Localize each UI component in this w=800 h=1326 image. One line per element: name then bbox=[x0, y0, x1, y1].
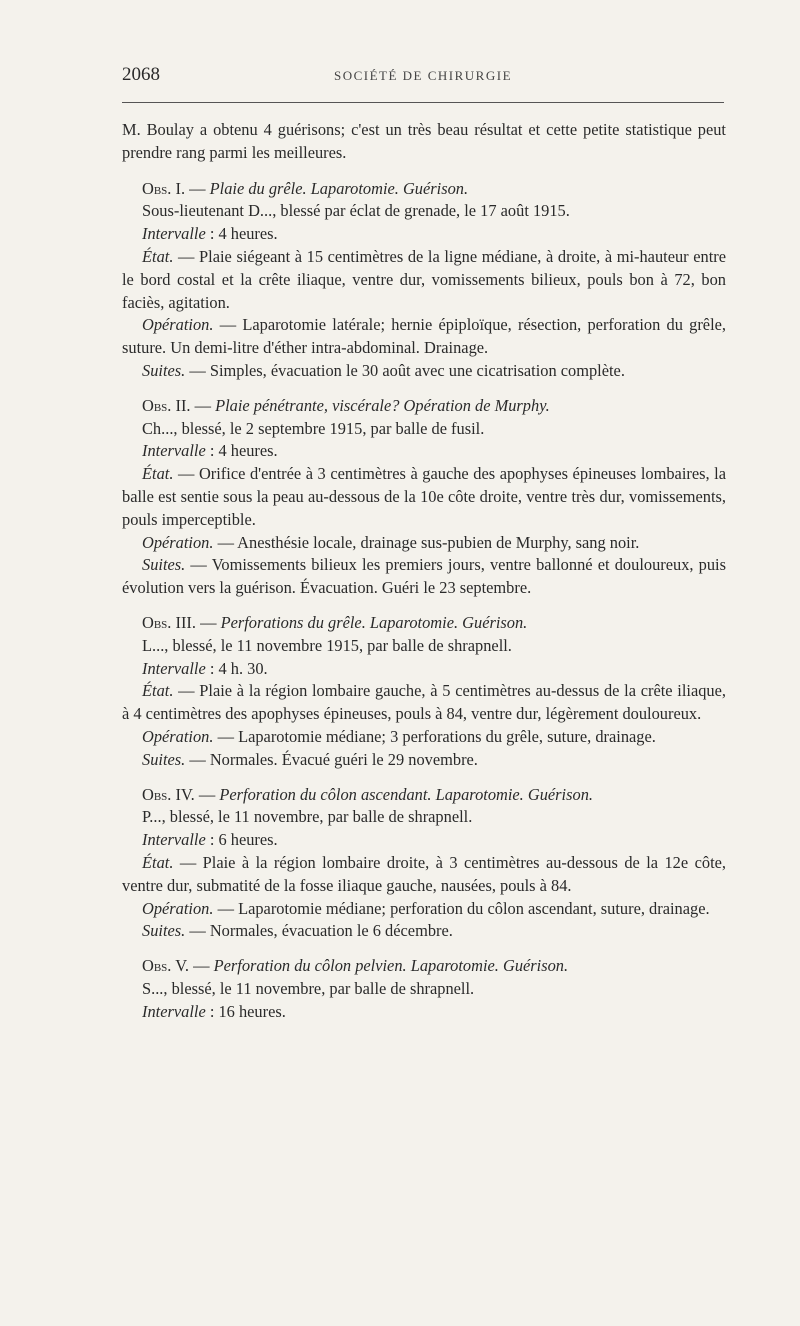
operation-text: — Laparotomie médiane; perforation du côlon ascendant, suture, drainage. bbox=[213, 898, 710, 918]
interval-label: Intervalle bbox=[142, 1001, 206, 1021]
interval-line bbox=[122, 223, 726, 246]
title-dash: — bbox=[194, 784, 220, 804]
title-dash: — bbox=[190, 395, 216, 415]
interval-line bbox=[122, 440, 726, 463]
suites-label: Suites. bbox=[142, 555, 186, 575]
operation-paragraph bbox=[122, 314, 726, 360]
etat-paragraph bbox=[122, 852, 726, 898]
etat-text: — Plaie à la région lombaire gauche, à 5 centimètres au-dessus de la crête iliaque, à 4 centimètres des apophyses épineuses, pouls à 84, ventre dur, légèrement douloureux. bbox=[122, 681, 726, 724]
suites-paragraph bbox=[122, 360, 726, 383]
patient-line: L..., blessé, le 11 novembre 1915, par balle de shrapnell. bbox=[142, 635, 512, 655]
observation-label: Obs. IV. bbox=[142, 784, 195, 804]
observation-title bbox=[122, 612, 726, 635]
interval-value: : 16 heures. bbox=[205, 1001, 286, 1021]
etat-label: État. bbox=[142, 681, 174, 701]
suites-label: Suites. bbox=[142, 921, 186, 941]
interval-value: : 4 heures. bbox=[205, 441, 278, 461]
interval-label: Intervalle bbox=[142, 658, 206, 678]
suites-label: Suites. bbox=[142, 749, 186, 769]
observation-1 bbox=[122, 178, 726, 383]
observation-title bbox=[122, 178, 726, 201]
interval-line bbox=[122, 1001, 726, 1024]
operation-label: Opération. bbox=[142, 532, 214, 552]
suites-paragraph bbox=[122, 920, 726, 943]
etat-text: — Plaie à la région lombaire droite, à 3 centimètres au-dessous de la 12e côte, ventre dur, submatité de la fosse iliaque gauche, nausées, pouls à 84. bbox=[122, 852, 726, 895]
patient-line: Ch..., blessé, le 2 septembre 1915, par balle de fusil. bbox=[142, 418, 485, 438]
operation-label: Opération. bbox=[142, 726, 214, 746]
page-number: 2068 bbox=[122, 64, 160, 85]
observation-5 bbox=[122, 955, 726, 1023]
observation-title bbox=[122, 955, 726, 978]
etat-label: État. bbox=[142, 852, 174, 872]
suites-text: — Simples, évacuation le 30 août avec une cicatrisation complète. bbox=[185, 360, 625, 380]
interval-value: : 4 h. 30. bbox=[205, 658, 268, 678]
title-dash: — bbox=[195, 612, 221, 632]
intro-paragraph: M. Boulay a obtenu 4 guérisons; c'est un très beau résultat et cette petite statistique peut prendre rang parmi les meilleures. bbox=[122, 120, 726, 162]
page-header bbox=[122, 64, 724, 92]
interval-value: : 6 heures. bbox=[205, 830, 278, 850]
interval-label: Intervalle bbox=[142, 441, 206, 461]
suites-paragraph bbox=[122, 554, 726, 600]
operation-paragraph bbox=[122, 726, 726, 749]
operation-label: Opération. bbox=[142, 315, 214, 335]
etat-label: État. bbox=[142, 246, 174, 266]
observation-4 bbox=[122, 784, 726, 944]
running-title: SOCIÉTÉ DE CHIRURGIE bbox=[333, 68, 513, 83]
etat-paragraph bbox=[122, 680, 726, 726]
operation-text: — Laparotomie médiane; 3 perforations du grêle, suture, drainage. bbox=[213, 726, 656, 746]
observation-label: Obs. I. bbox=[142, 178, 186, 198]
operation-text: — Laparotomie latérale; hernie épiploïque, résection, perforation du grêle, suture. Un demi-litre d'éther intra-abdominal. Drainage. bbox=[122, 315, 726, 358]
interval-line bbox=[122, 829, 726, 852]
suites-text: — Normales. Évacué guéri le 29 novembre. bbox=[185, 749, 478, 769]
etat-text: — Orifice d'entrée à 3 centimètres à gauche des apophyses épineuses lombaires, la balle est sentie sous la peau au-dessous de la 10e côte droite, ventre très dur, vomissements, pouls imperceptible. bbox=[122, 464, 726, 529]
etat-paragraph bbox=[122, 246, 726, 314]
etat-label: État. bbox=[142, 464, 174, 484]
observation-label: Obs. II. bbox=[142, 395, 191, 415]
suites-text: — Vomissements bilieux les premiers jours, ventre ballonné et douloureux, puis évolution vers la guérison. Évacuation. Guéri le 23 septembre. bbox=[122, 555, 726, 598]
operation-paragraph bbox=[122, 898, 726, 921]
observation-3 bbox=[122, 612, 726, 772]
suites-paragraph bbox=[122, 749, 726, 772]
interval-value: : 4 heures. bbox=[205, 224, 278, 244]
observation-heading: Perforation du côlon ascendant. Laparotomie. Guérison. bbox=[219, 784, 593, 804]
operation-label: Opération. bbox=[142, 898, 214, 918]
title-dash: — bbox=[185, 178, 210, 198]
patient-line: S..., blessé, le 11 novembre, par balle de shrapnell. bbox=[142, 978, 475, 998]
etat-text: — Plaie siégeant à 15 centimètres de la ligne médiane, à droite, à mi-hauteur entre le bord costal et la crête iliaque, ventre dur, vomissements bilieux, pouls bon à 72, bon faciès, agitation. bbox=[122, 246, 726, 312]
observation-heading: Plaie pénétrante, viscérale? Opération de Murphy. bbox=[215, 395, 550, 415]
observation-heading: Perforation du côlon pelvien. Laparotomie. Guérison. bbox=[213, 956, 569, 976]
patient-line: Sous-lieutenant D..., blessé par éclat de grenade, le 17 août 1915. bbox=[142, 201, 570, 221]
interval-line bbox=[122, 658, 726, 681]
observation-title bbox=[122, 784, 726, 807]
operation-paragraph bbox=[122, 532, 726, 555]
observation-2 bbox=[122, 395, 726, 600]
patient-line: P..., blessé, le 11 novembre, par balle de shrapnell. bbox=[142, 807, 473, 827]
suites-label: Suites. bbox=[142, 360, 186, 380]
title-dash: — bbox=[189, 956, 214, 976]
interval-label: Intervalle bbox=[142, 830, 206, 850]
suites-text: — Normales, évacuation le 6 décembre. bbox=[185, 921, 453, 941]
observation-heading: Perforations du grêle. Laparotomie. Guérison. bbox=[220, 612, 528, 632]
header-rule bbox=[122, 102, 724, 103]
observation-label: Obs. V. bbox=[142, 956, 190, 976]
page-body bbox=[122, 119, 726, 1035]
operation-text: — Anesthésie locale, drainage sus-pubien de Murphy, sang noir. bbox=[213, 532, 640, 552]
interval-label: Intervalle bbox=[142, 224, 206, 244]
observation-title bbox=[122, 395, 726, 418]
etat-paragraph bbox=[122, 463, 726, 531]
observation-label: Obs. III. bbox=[142, 612, 196, 632]
observation-heading: Plaie du grêle. Laparotomie. Guérison. bbox=[209, 178, 469, 198]
